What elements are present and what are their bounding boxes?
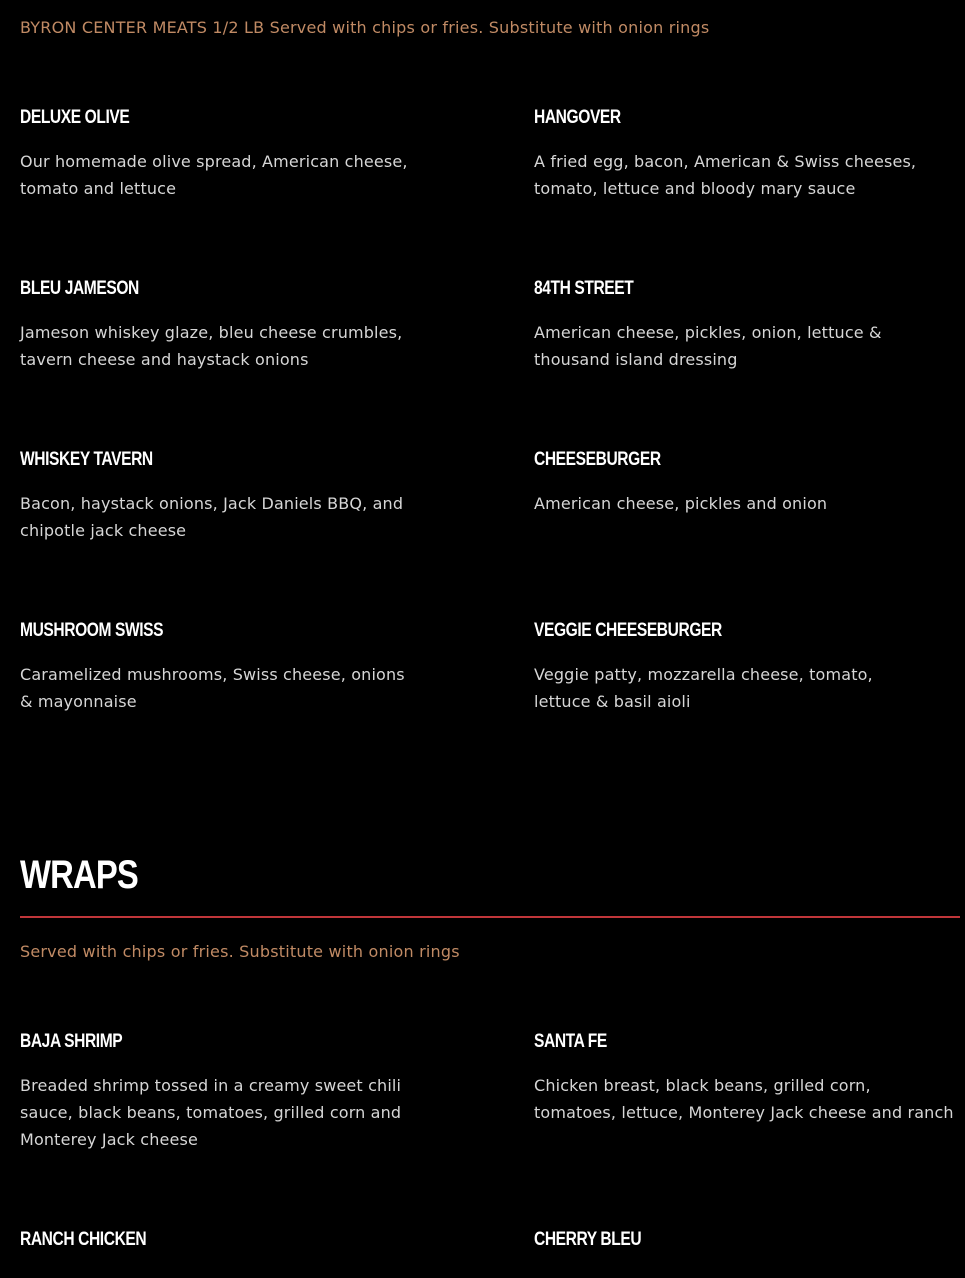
menu-item-name-whiskey-tavern: WHISKEY TAVERN — [20, 449, 153, 470]
menu-item-desc-hangover: A fried egg, bacon, American & Swiss cheeses, tomato, lettuce and bloody mary sauce — [534, 152, 917, 198]
menu-item-desc-whiskey-tavern: Bacon, haystack onions, Jack Daniels BBQ, and chipotle jack cheese — [20, 494, 404, 540]
menu-item-name-bleu-jameson: BLEU JAMESON — [20, 278, 139, 299]
menu-item-name-mushroom-swiss: MUSHROOM SWISS — [20, 620, 164, 641]
menu-item-name-cherry-bleu: CHERRY BLEU — [534, 1229, 642, 1250]
menu-item-name-santa-fe: SANTA FE — [534, 1031, 607, 1052]
menu-item-name-84th-street: 84TH STREET — [534, 278, 634, 299]
menu-item-desc-baja-shrimp: Breaded shrimp tossed in a creamy sweet chili sauce, black beans, tomatoes, grilled corn and Monterey Jack cheese — [20, 1076, 402, 1149]
menu-item-name-ranch-chicken: RANCH CHICKEN — [20, 1229, 147, 1250]
section-title-wraps: WRAPS — [20, 853, 138, 897]
menu-item-name-veggie-cheeseburger: VEGGIE CHEESEBURGER — [534, 620, 722, 641]
burgers-section-note: BYRON CENTER MEATS 1/2 LB Served with chips or fries. Substitute with onion rings — [20, 18, 710, 37]
menu-item-desc-84th-street: American cheese, pickles, onion, lettuce & thousand island dressing — [534, 323, 882, 369]
menu-item-desc-mushroom-swiss: Caramelized mushrooms, Swiss cheese, onions & mayonnaise — [20, 665, 405, 711]
menu-item-desc-bleu-jameson: Jameson whiskey glaze, bleu cheese crumbles, tavern cheese and haystack onions — [20, 323, 403, 369]
menu-item-desc-deluxe-olive: Our homemade olive spread, American cheese, tomato and lettuce — [20, 152, 408, 198]
menu-item-desc-cheeseburger: American cheese, pickles and onion — [534, 494, 828, 513]
wraps-section-note: Served with chips or fries. Substitute with onion rings — [20, 942, 460, 961]
menu-item-name-cheeseburger: CHEESEBURGER — [534, 449, 661, 470]
menu-item-name-hangover: HANGOVER — [534, 107, 621, 128]
menu-item-desc-veggie-cheeseburger: Veggie patty, mozzarella cheese, tomato, lettuce & basil aioli — [534, 665, 873, 711]
menu-item-name-deluxe-olive: DELUXE OLIVE — [20, 107, 130, 128]
section-divider — [20, 916, 960, 918]
menu-item-name-baja-shrimp: BAJA SHRIMP — [20, 1031, 123, 1052]
menu-item-desc-santa-fe: Chicken breast, black beans, grilled corn, tomatoes, lettuce, Monterey Jack cheese and ranch — [534, 1076, 954, 1122]
